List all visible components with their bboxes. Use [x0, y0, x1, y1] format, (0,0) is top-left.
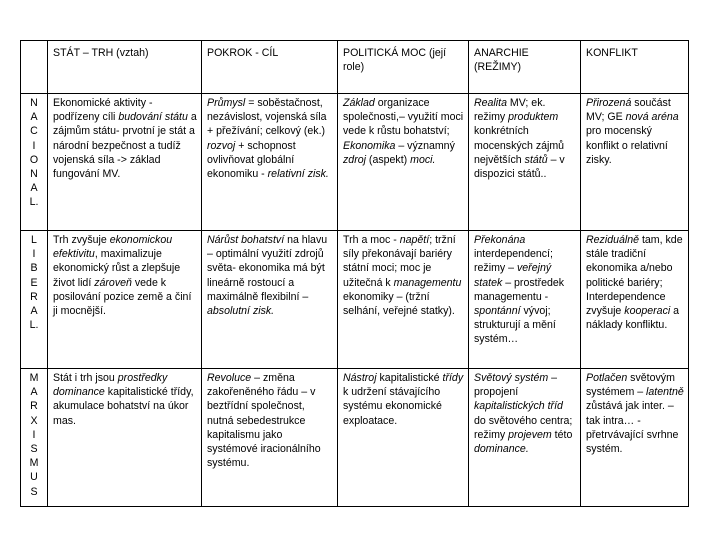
- text-segment: zároveň: [94, 276, 132, 289]
- text-segment: spontánní: [474, 305, 521, 318]
- text-segment: veřejný statek: [474, 262, 555, 289]
- row-label-letter: A: [30, 386, 38, 399]
- row-label-letter: M: [29, 457, 39, 470]
- row-label-liberal: [21, 231, 48, 369]
- row-label-letter: E: [30, 276, 38, 289]
- comparison-table: [20, 40, 689, 507]
- cell-liberal-anarchy-regimes: [469, 231, 581, 369]
- text-segment: POKROK - CÍL: [207, 47, 279, 59]
- text-segment: Průmysl: [207, 97, 246, 109]
- cell-marxismus-state-market: [48, 369, 202, 507]
- text-segment: KONFLIKT: [586, 47, 638, 59]
- text-segment: konkrétních mocenských zájmů největších: [474, 111, 568, 166]
- row-label-letter: X: [30, 414, 38, 427]
- text-segment: Realita: [474, 97, 507, 109]
- cell-liberal-progress-goal: [202, 231, 338, 369]
- text-segment: – propojení: [474, 372, 560, 399]
- text-segment: Ekonomické aktivity - podřízeny cíli: [53, 97, 156, 124]
- row-label-letter: L.: [29, 319, 39, 332]
- row-label-letter: I: [32, 428, 36, 441]
- row-label-letter: A: [30, 305, 38, 318]
- text-segment: Nástroj: [343, 372, 377, 384]
- text-segment: rozvoj: [207, 139, 236, 152]
- text-segment: produktem: [508, 111, 559, 124]
- row-label-letter: U: [30, 471, 38, 484]
- text-segment: ekonomickou efektivitu: [53, 234, 176, 261]
- text-segment: + schopnost ovlivňovat globální ekonomiku -: [207, 139, 299, 181]
- text-segment: dominance.: [474, 443, 529, 456]
- text-segment: a zájmům státu- prvotní je stát a národní bezpečnost a tudíž vojenská síla -> základ fungování MV.: [53, 111, 200, 181]
- text-segment: – změna zakořeněného řádu – v beztřídní společnost, nutná sebedestrukce kapitalismu jako systémové iracionálního systému.: [207, 372, 324, 470]
- row-label-letter: M: [29, 372, 39, 384]
- text-segment: prostředky dominance: [53, 372, 171, 399]
- text-segment: vede k posilování pozice země a činí ji mocnější.: [53, 276, 195, 318]
- row-label-letter: A: [30, 111, 38, 124]
- text-segment: ekonomiky – (tržní selhání, veřejné statky).: [343, 276, 465, 318]
- row-label-letter: L.: [29, 196, 39, 209]
- text-segment: Trh zvyšuje: [53, 234, 110, 246]
- cell-marxismus-anarchy-regimes: [469, 369, 581, 507]
- row-label-letter: R: [30, 400, 38, 413]
- header-corner: [21, 41, 48, 94]
- cell-marxismus-progress-goal: [202, 369, 338, 507]
- cell-liberal-state-market: [48, 231, 202, 369]
- text-segment: kooperaci: [624, 305, 671, 318]
- row-label-letter: C: [30, 125, 38, 138]
- text-segment: Překonána: [474, 234, 526, 246]
- text-segment: Nárůst bohatství: [207, 234, 285, 246]
- text-segment: projevem: [508, 428, 552, 441]
- cell-nacional-state-market: [48, 94, 202, 231]
- text-segment: Trh a moc -: [343, 234, 400, 246]
- text-segment: a náklady konfliktu.: [586, 305, 683, 332]
- text-segment: Potlačen: [586, 372, 628, 384]
- header-row: [21, 41, 689, 94]
- text-segment: Světový systém: [474, 372, 549, 384]
- text-segment: MV; ek. režimy: [474, 97, 549, 124]
- header-state-market: [48, 41, 202, 94]
- text-segment: států: [524, 153, 548, 166]
- text-segment: součást MV; GE: [586, 97, 674, 124]
- header-anarchy-regimes: [469, 41, 581, 94]
- row-label-letter: I: [32, 139, 36, 152]
- cell-marxismus-conflict: [581, 369, 689, 507]
- table-row-marxismus: [21, 369, 689, 507]
- row-label-letter: N: [30, 168, 38, 181]
- text-segment: (aspekt): [365, 153, 411, 166]
- text-segment: Ekonomika: [343, 139, 396, 152]
- text-segment: ; tržní síly překonávají bariéry státní moci; moc je užitečná k: [343, 234, 459, 289]
- text-segment: třídy: [442, 372, 464, 384]
- row-label-letter: S: [30, 443, 38, 456]
- row-label-letter: O: [29, 153, 39, 166]
- text-segment: absolutní zisk.: [207, 305, 275, 318]
- text-segment: zůstává jak inter. – tak intra… - přetrvávající svrhne systém.: [586, 386, 687, 456]
- row-label-letter: S: [30, 485, 38, 498]
- text-segment: organizace společnosti,– využití moci vede k růstu bohatství;: [343, 97, 467, 138]
- text-segment: kapitalistické třídy, akumulace bohatství na úkor mas.: [53, 386, 197, 427]
- text-segment: STÁT – TRH (vztah): [53, 47, 149, 59]
- text-segment: napětí: [399, 234, 430, 246]
- text-segment: kapitalistické: [376, 372, 443, 384]
- text-segment: kapitalistických tříd: [474, 400, 563, 413]
- text-segment: moci.: [410, 153, 436, 166]
- text-segment: zdroj: [343, 153, 366, 166]
- text-segment: této: [551, 428, 576, 441]
- text-segment: nová aréna: [625, 111, 679, 124]
- text-segment: – v dispozici států..: [474, 153, 568, 181]
- row-label-letter: I: [32, 248, 36, 261]
- text-segment: pro mocenský konflikt o relativní zisky.: [586, 111, 682, 166]
- text-segment: relativní zisk.: [267, 168, 329, 181]
- text-segment: vývoj; strukturují a mění systém…: [474, 305, 559, 346]
- table-row-liberal: [21, 231, 689, 369]
- row-label-letter: L: [31, 234, 37, 246]
- row-label-marxismus: [21, 369, 48, 507]
- cell-marxismus-political-power: [338, 369, 469, 507]
- text-segment: = soběstačnost, nezávislost, vojenská síla + přežívání; celkový (ek.): [207, 97, 330, 138]
- header-political-power: [338, 41, 469, 94]
- text-segment: – významný: [395, 139, 458, 152]
- row-label-letter: R: [30, 290, 38, 303]
- row-label-letter: B: [30, 262, 38, 275]
- cell-liberal-conflict: [581, 231, 689, 369]
- text-segment: Reziduálně: [586, 234, 640, 246]
- text-segment: interdependencí; režimy –: [474, 234, 556, 275]
- text-segment: managementu: [393, 276, 462, 289]
- text-segment: Přirozená: [586, 97, 632, 109]
- text-segment: budování státu: [118, 111, 188, 124]
- text-segment: latentně: [646, 386, 684, 399]
- header-progress-goal: [202, 41, 338, 94]
- text-segment: tam, kde stále tradiční ekonomika a/nebo politické bariéry; Interdependence zvyšuje: [586, 234, 686, 318]
- text-segment: na hlavu – optimální využití zdrojů světa- ekonomika má být lineárně rostoucí a maximálně flexibilní –: [207, 234, 331, 303]
- cell-liberal-political-power: [338, 231, 469, 369]
- text-segment: světovým systémem –: [586, 372, 678, 399]
- cell-nacional-progress-goal: [202, 94, 338, 231]
- cell-nacional-political-power: [338, 94, 469, 231]
- text-segment: Revoluce: [207, 372, 252, 384]
- text-segment: do světového centra; režimy: [474, 400, 576, 441]
- cell-nacional-conflict: [581, 94, 689, 231]
- row-label-letter: A: [30, 182, 38, 195]
- header-conflict: [581, 41, 689, 94]
- text-segment: – prostředek managementu -: [474, 276, 568, 303]
- text-segment: k udržení stávajícího systému ekonomické exploatace.: [343, 372, 467, 427]
- text-segment: , maximalizuje ekonomický růst a zlepšuje život lidí: [53, 248, 184, 289]
- row-label-nacional: [21, 94, 48, 231]
- table-row-nacional: [21, 94, 689, 231]
- text-segment: Základ: [343, 97, 375, 109]
- text-segment: Stát i trh jsou: [53, 372, 118, 384]
- text-segment: ANARCHIE (REŽIMY): [474, 47, 532, 74]
- row-label-letter: N: [30, 97, 38, 109]
- cell-nacional-anarchy-regimes: [469, 94, 581, 231]
- text-segment: POLITICKÁ MOC (její role): [343, 47, 449, 74]
